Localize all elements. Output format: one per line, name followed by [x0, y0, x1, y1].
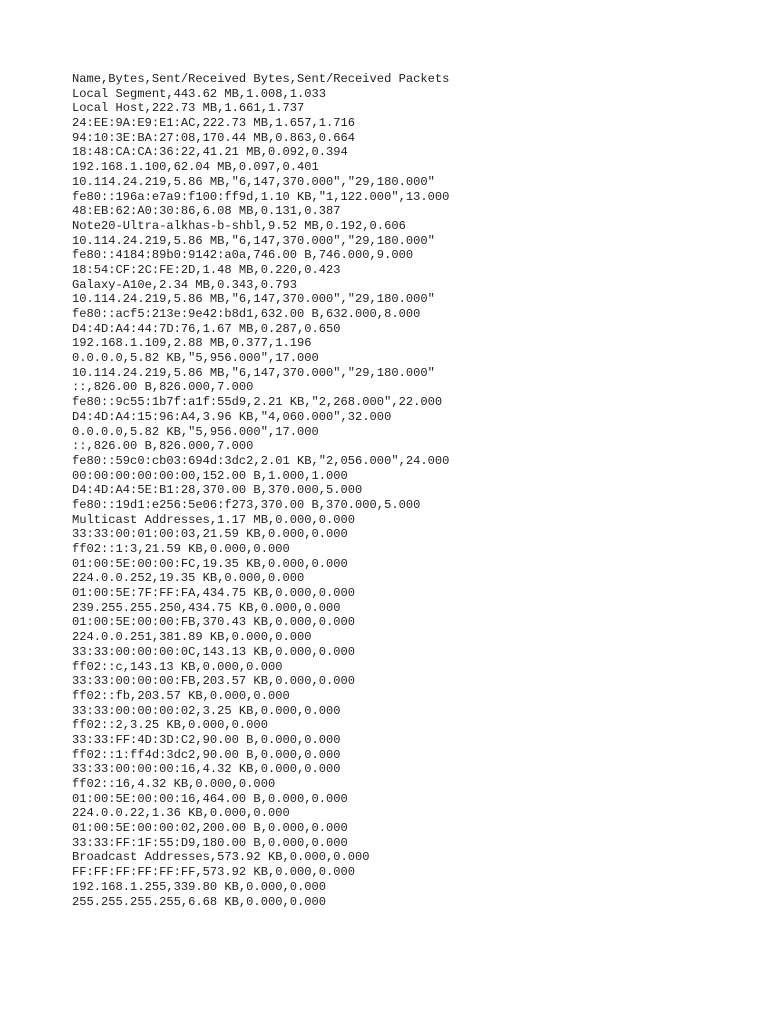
- csv-data-line: 01:00:5E:00:00:02,200.00 B,0.000,0.000: [72, 821, 348, 836]
- csv-data-line: FF:FF:FF:FF:FF:FF,573.92 KB,0.000,0.000: [72, 865, 356, 880]
- csv-data-line: 192.168.1.100,62.04 MB,0.097,0.401: [72, 160, 319, 175]
- csv-data-line: 224.0.0.251,381.89 KB,0.000,0.000: [72, 630, 312, 645]
- csv-data-line: 33:33:00:00:00:16,4.32 KB,0.000,0.000: [72, 762, 341, 777]
- csv-data-line: 18:48:CA:CA:36:22,41.21 MB,0.092,0.394: [72, 145, 348, 160]
- csv-data-line: 255.255.255.255,6.68 KB,0.000,0.000: [72, 894, 327, 909]
- csv-data-line: ff02::1:3,21.59 KB,0.000,0.000: [72, 542, 290, 556]
- csv-data-line: 18:54:CF:2C:FE:2D,1.48 MB,0.220,0.423: [72, 262, 341, 277]
- csv-data-line: 33:33:00:00:00:02,3.25 KB,0.000,0.000: [72, 703, 341, 718]
- csv-data-line: fe80::4184:89b0:9142:a0a,746.00 B,746.000,9.000: [72, 248, 414, 263]
- csv-data-line: 10.114.24.219,5.86 MB,"6,147,370.000","29,180.000": [72, 174, 435, 189]
- csv-data-line: 10.114.24.219,5.86 MB,"6,147,370.000","29,180.000": [72, 292, 435, 307]
- csv-data-line: 10.114.24.219,5.86 MB,"6,147,370.000","29,180.000": [72, 365, 435, 380]
- csv-data-line: 0.0.0.0,5.82 KB,"5,956.000",17.000: [72, 351, 319, 366]
- csv-data-line: fe80::acf5:213e:9e42:b8d1,632.00 B,632.000,8.000: [72, 307, 421, 321]
- csv-data-line: ff02::c,143.13 KB,0.000,0.000: [72, 659, 283, 674]
- csv-header-line: Name,Bytes,Sent/Received Bytes,Sent/Received Packets: [72, 72, 450, 86]
- csv-data-line: D4:4D:A4:15:96:A4,3.96 KB,"4,060.000",32.000: [72, 409, 392, 424]
- csv-data-line: 0.0.0.0,5.82 KB,"5,956.000",17.000: [72, 424, 319, 439]
- csv-data-line: 01:00:5E:00:00:FC,19.35 KB,0.000,0.000: [72, 556, 348, 571]
- csv-data-line: 10.114.24.219,5.86 MB,"6,147,370.000","29,180.000": [72, 233, 435, 248]
- csv-data-line: 33:33:00:00:00:FB,203.57 KB,0.000,0.000: [72, 674, 356, 689]
- csv-data-line: 33:33:00:00:00:0C,143.13 KB,0.000,0.000: [72, 644, 356, 659]
- csv-data-line: Local Host,222.73 MB,1.661,1.737: [72, 101, 305, 116]
- csv-data-line: D4:4D:A4:5E:B1:28,370.00 B,370.000,5.000: [72, 483, 363, 498]
- csv-data-line: ff02::2,3.25 KB,0.000,0.000: [72, 718, 268, 733]
- csv-data-line: Galaxy-A10e,2.34 MB,0.343,0.793: [72, 277, 297, 292]
- csv-data-line: 33:33:FF:1F:55:D9,180.00 B,0.000,0.000: [72, 835, 348, 850]
- csv-data-line: 01:00:5E:00:00:FB,370.43 KB,0.000,0.000: [72, 615, 356, 630]
- csv-data-line: fe80::196a:e7a9:f100:ff9d,1.10 KB,"1,122.000",13.000: [72, 189, 450, 204]
- csv-data-line: 48:EB:62:A0:30:86,6.08 MB,0.131,0.387: [72, 204, 341, 219]
- csv-data-line: Broadcast Addresses,573.92 KB,0.000,0.000: [72, 850, 370, 865]
- csv-data-line: 33:33:00:01:00:03,21.59 KB,0.000,0.000: [72, 527, 348, 542]
- csv-data-line: ff02::16,4.32 KB,0.000,0.000: [72, 777, 276, 791]
- csv-data-line: 00:00:00:00:00:00,152.00 B,1.000,1.000: [72, 468, 348, 483]
- csv-data-line: 192.168.1.255,339.80 KB,0.000,0.000: [72, 879, 327, 894]
- csv-data-line: 224.0.0.22,1.36 KB,0.000,0.000: [72, 806, 290, 821]
- csv-data-line: ff02::fb,203.57 KB,0.000,0.000: [72, 688, 290, 703]
- csv-data-line: fe80::19d1:e256:5e06:f273,370.00 B,370.000,5.000: [72, 497, 421, 512]
- csv-data-line: ::,826.00 B,826.000,7.000: [72, 380, 254, 395]
- csv-data-line: ::,826.00 B,826.000,7.000: [72, 439, 254, 454]
- csv-data-line: fe80::59c0:cb03:694d:3dc2,2.01 KB,"2,056.000",24.000: [72, 453, 450, 468]
- csv-data-line: 239.255.255.250,434.75 KB,0.000,0.000: [72, 600, 341, 615]
- csv-data-line: 24:EE:9A:E9:E1:AC,222.73 MB,1.657,1.716: [72, 116, 356, 131]
- csv-data-line: 192.168.1.109,2.88 MB,0.377,1.196: [72, 336, 312, 351]
- csv-data-line: 33:33:FF:4D:3D:C2,90.00 B,0.000,0.000: [72, 732, 341, 747]
- csv-data-line: ff02::1:ff4d:3dc2,90.00 B,0.000,0.000: [72, 747, 341, 762]
- csv-data-line: D4:4D:A4:44:7D:76,1.67 MB,0.287,0.650: [72, 321, 341, 336]
- csv-data-line: fe80::9c55:1b7f:a1f:55d9,2.21 KB,"2,268.000",22.000: [72, 395, 443, 410]
- csv-document: [72, 72, 449, 909]
- csv-data-line: Note20-Ultra-alkhas-b-shbl,9.52 MB,0.192,0.606: [72, 218, 406, 233]
- csv-data-line: 224.0.0.252,19.35 KB,0.000,0.000: [72, 571, 305, 586]
- csv-data-line: Multicast Addresses,1.17 MB,0.000,0.000: [72, 512, 356, 527]
- csv-data-line: 94:10:3E:BA:27:08,170.44 MB,0.863,0.664: [72, 130, 356, 145]
- csv-data-line: 01:00:5E:7F:FF:FA,434.75 KB,0.000,0.000: [72, 586, 356, 601]
- csv-data-line: Local Segment,443.62 MB,1.008,1.033: [72, 86, 327, 101]
- csv-data-line: 01:00:5E:00:00:16,464.00 B,0.000,0.000: [72, 791, 348, 806]
